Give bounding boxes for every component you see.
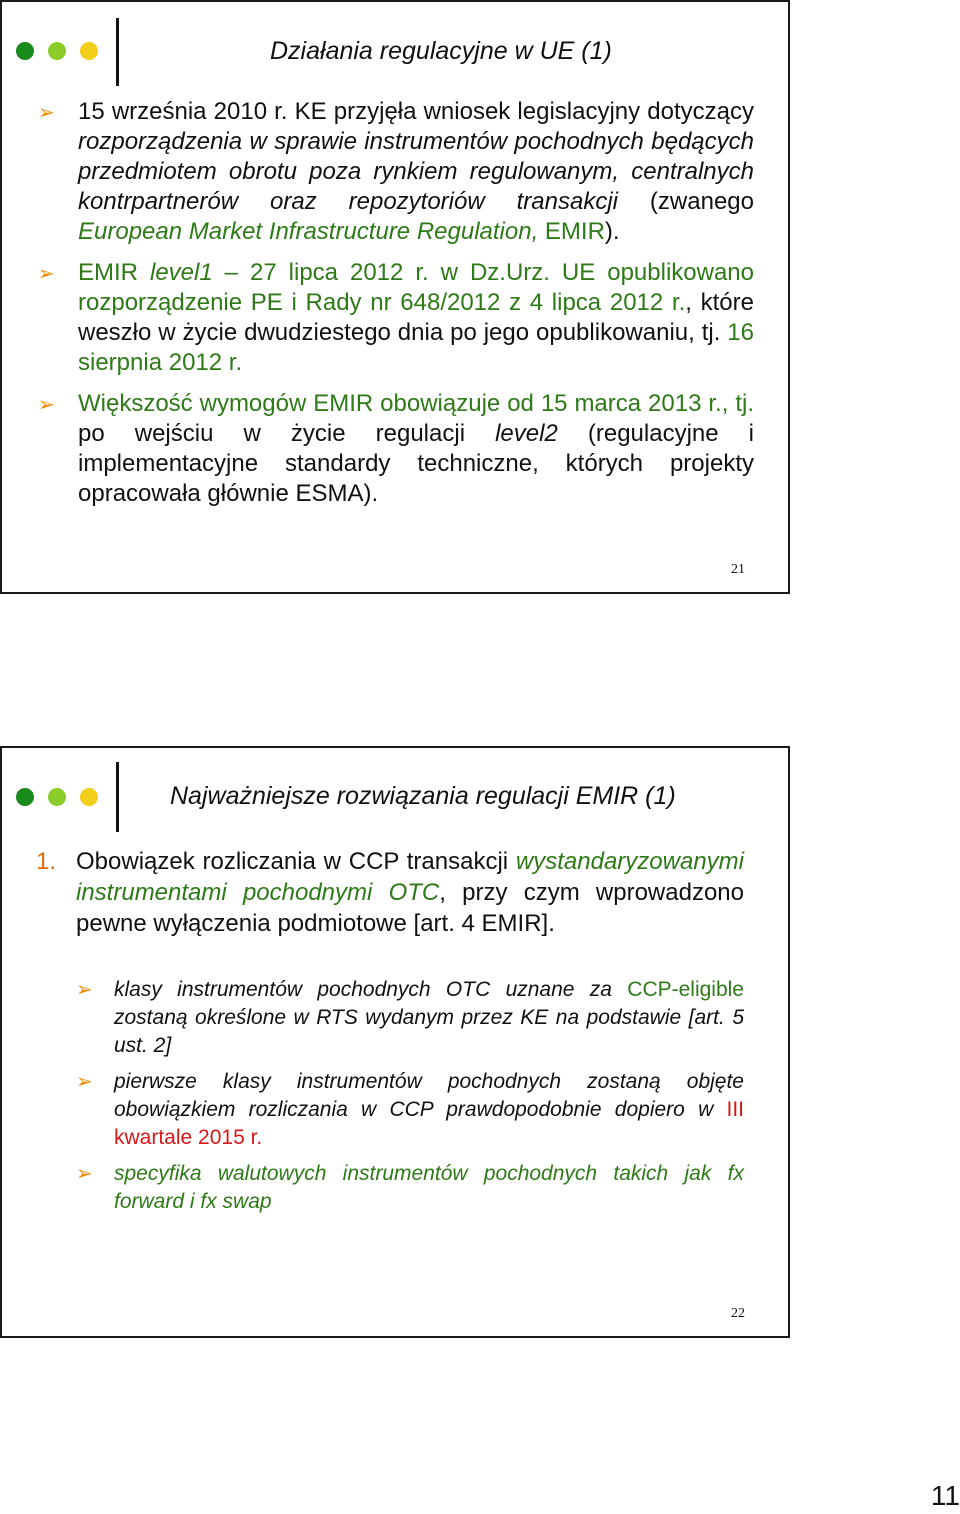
bullet-text: po wejściu w życie regulacji	[78, 420, 496, 447]
bullet-text: 15 września 2010 r. KE przyjęła wniosek legislacyjny dotyczący	[78, 98, 754, 125]
numbered-row	[36, 846, 744, 939]
item-highlight: wystandaryzowanymi instrumentami pochodnymi OTC	[76, 848, 744, 906]
sub-bullet-item	[76, 976, 744, 1060]
arrowhead-bullet-icon: ➢	[76, 979, 93, 1001]
sub-bullet-text: zostaną określone w RTS wydanym przez KE na podstawie [art. 5 ust. 2]	[114, 1006, 744, 1057]
document-page-number: 11	[930, 1480, 960, 1511]
light-green-dot-icon	[48, 788, 66, 806]
bullet-text: , tj.	[721, 390, 754, 417]
slide-page-number: 22	[731, 1306, 745, 1321]
item-number: 1.	[36, 848, 57, 875]
ccp-eligible-term: CCP-eligible	[627, 978, 744, 1001]
sub-bullet-item	[76, 1068, 744, 1152]
sub-bullet-text: specyfika walutowych instrumentów pochodnych takich jak fx forward i fx swap	[114, 1162, 744, 1213]
numbered-item	[36, 846, 744, 939]
header-divider	[116, 762, 119, 832]
arrowhead-bullet-icon: ➢	[38, 263, 55, 285]
dark-green-dot-icon	[16, 788, 34, 806]
bullet-text: (regulacyjne i implementacyjne standardy techniczne, których projekty opracowała głównie ESMA).	[78, 420, 755, 507]
arrowhead-bullet-icon: ➢	[76, 1163, 93, 1185]
acronym: EMIR	[538, 218, 605, 245]
sub-bullet-text: pierwsze klasy instrumentów pochodnych zostaną objęte obowiązkiem rozliczania w CCP prawdopodobnie dopiero w	[114, 1070, 744, 1121]
level-label: level1	[149, 259, 213, 286]
sub-bullet-list	[76, 976, 744, 1224]
arrowhead-bullet-icon: ➢	[76, 1071, 93, 1093]
date-highlight: 16 sierpnia 2012 r.	[78, 319, 754, 376]
bullet-text: – 27 lipca 2012 r. w Dz.Urz. UE opublikowano rozporządzenie PE i Rady nr 648/2012 z 4 lipca 2012 r.	[78, 259, 754, 316]
sub-bullet-text: klasy instrumentów pochodnych OTC uznane za	[114, 978, 628, 1001]
bullet-text: , które weszło w życie dwudziestego dnia po jego opublikowaniu, tj.	[78, 289, 754, 346]
bullet-list	[38, 97, 754, 520]
bullet-item	[38, 389, 754, 509]
yellow-dot-icon	[80, 42, 98, 60]
bullet-text: (zwanego	[618, 188, 754, 215]
date-highlight: III kwartale 2015 r.	[114, 1098, 744, 1149]
regulation-english-name: European Market Infrastructure Regulation,	[78, 218, 539, 245]
arrowhead-bullet-icon: ➢	[38, 394, 55, 416]
slide-21	[0, 0, 790, 594]
bullet-text: EMIR	[78, 259, 150, 286]
slide-title: Działania regulacyjne w UE (1)	[270, 37, 612, 65]
sub-bullet-item	[76, 1160, 744, 1216]
slide-title: Najważniejsze rozwiązania regulacji EMIR (1)	[170, 782, 676, 810]
item-text: , przy czym wprowadzono pewne wyłączenia podmiotowe [art. 4 EMIR].	[76, 879, 744, 937]
slide-page-number: 21	[731, 562, 745, 577]
item-text: Obowiązek rozliczania w CCP transakcji	[76, 848, 516, 875]
yellow-dot-icon	[80, 788, 98, 806]
bullet-item	[38, 258, 754, 378]
bullet-item	[38, 97, 754, 247]
dark-green-dot-icon	[16, 42, 34, 60]
regulation-name: rozporządzenia w sprawie instrumentów pochodnych będących przedmiotem obrotu poza rynkiem regulowanym, centralnych kontrpartnerów oraz repozytoriów transakcji	[78, 128, 754, 215]
bullet-text: Większość wymogów EMIR obowiązuje od 15 marca 2013 r.	[78, 390, 722, 417]
header-divider	[116, 18, 119, 86]
level-label: level2	[495, 420, 558, 447]
light-green-dot-icon	[48, 42, 66, 60]
arrowhead-bullet-icon: ➢	[38, 102, 55, 124]
bullet-text: ).	[604, 218, 620, 245]
